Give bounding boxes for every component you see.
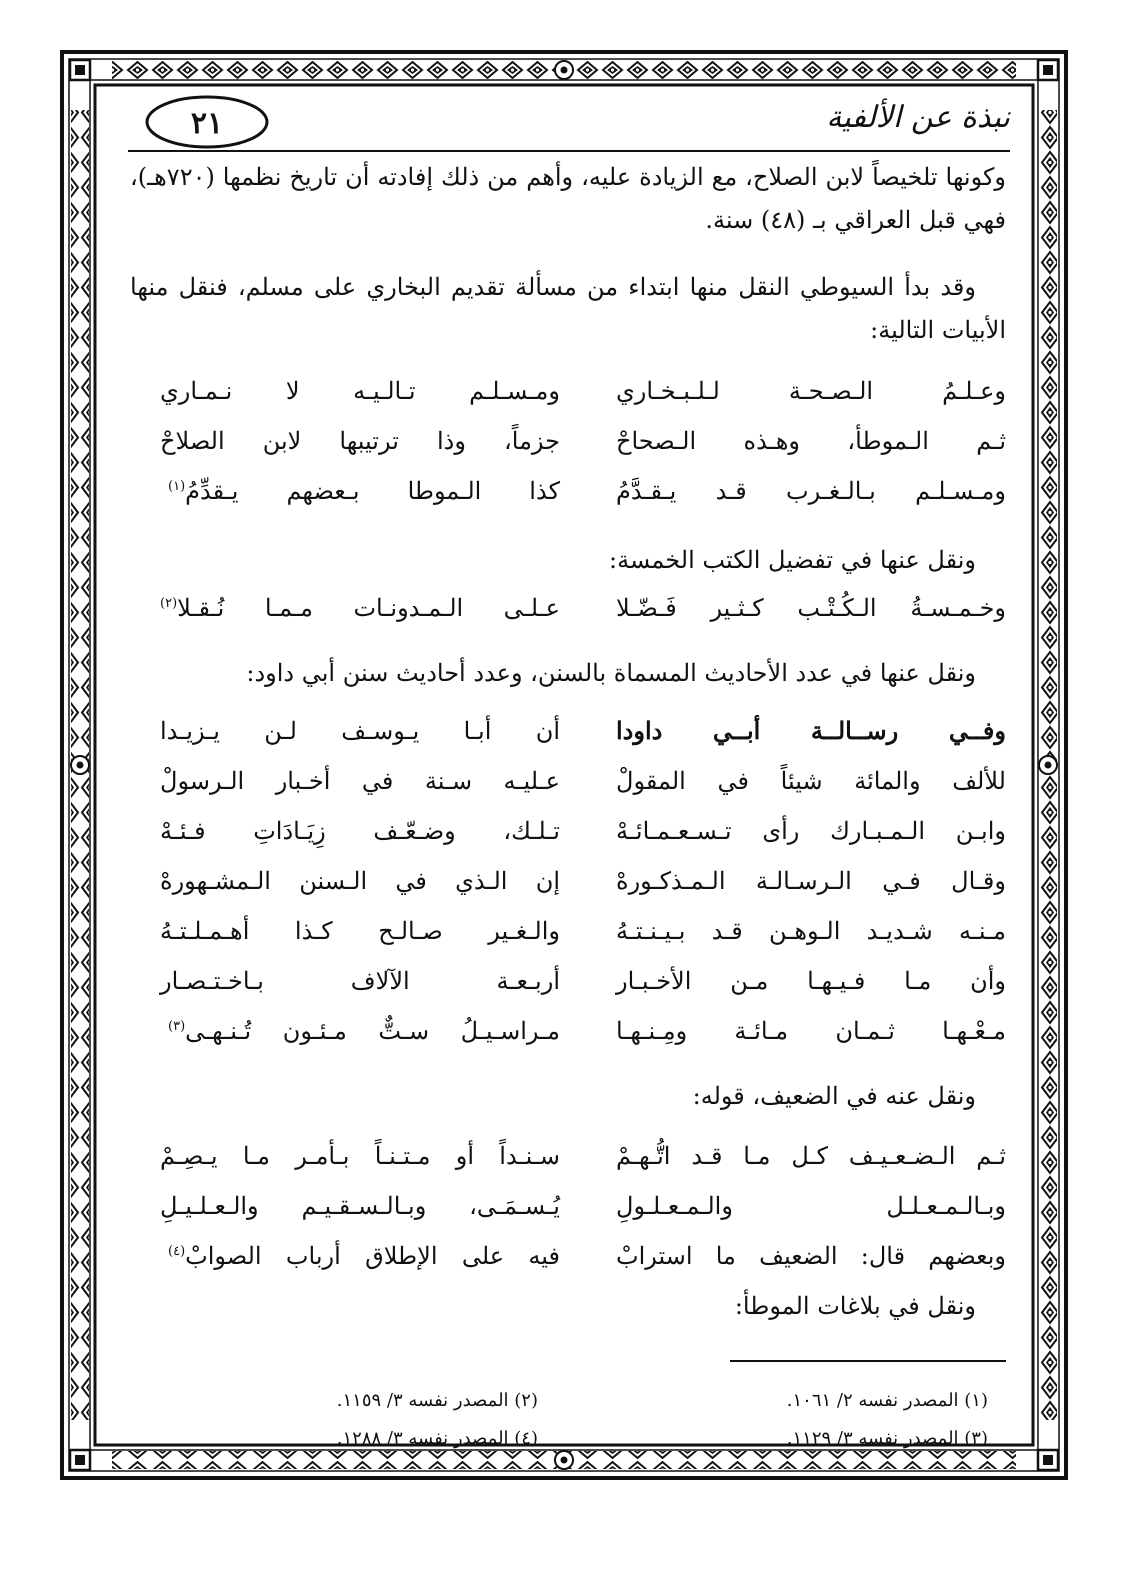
verse-first-hemistich: ثـم الـضـعـيـف كـل مـا قـد اتُّـهـمْ — [616, 1142, 1006, 1170]
verse-first-hemistich: وأن مـا فـيـهـا مـن الأخـبـار — [616, 967, 1006, 995]
verse-second-hemistich: سـنـداً أو مـتـنـاً بـأمـر مـا يـصِـمْ — [160, 1142, 560, 1170]
verse-row — [130, 416, 1006, 466]
verse-first-hemistich: وخـمـسـةُ الـكُـتْـب كـثـير فَـضّـلا — [616, 594, 1006, 622]
verse-second-hemistich: عـليـه سـنة في أخـبار الـرسولْ — [160, 767, 560, 795]
verse-first-hemistich: ثـم الـموطأ، وهـذه الـصحاحْ — [616, 427, 1006, 455]
footnote-4: (٤) المصدر نفسه ٣/ ١٢٨٨. — [336, 1428, 538, 1449]
verse-row — [130, 466, 1006, 516]
verse-row — [130, 706, 1006, 756]
verse-row — [130, 580, 1006, 636]
verse-text: فيه على الإطلاق أرباب الصوابْ — [185, 1242, 560, 1270]
verse-first-hemistich: وبـالـمـعـلـل والـمـعـلـولِ — [616, 1192, 1006, 1220]
verse-second-hemistich: أربـعـة الآلاف بـاخـتـصـار — [160, 967, 560, 995]
footnote-marker: (١) — [168, 479, 186, 494]
verse-row — [130, 806, 1006, 856]
verse-text: عـلـى الـمـدونـات مـمـا نُـقـلا — [177, 594, 560, 622]
verse-first-hemistich: للألف والمائة شيئاً في المقولْ — [616, 767, 1006, 795]
verse-first-hemistich: وفــي رســالــة أبــي داودا — [616, 716, 1006, 745]
verse-text: كذا الـموطا بـعضهم يـقدِّمُ — [185, 477, 560, 505]
paragraph-2: وقد بدأ السيوطي النقل منها ابتداء من مسألة تقديم البخاري على مسلم، فنقل منها الأبيات التالية: — [130, 273, 1006, 344]
poem-abu-dawud — [130, 706, 1006, 1056]
poem-weak-hadith — [130, 1131, 1006, 1281]
verse-row — [130, 366, 1006, 416]
verse-first-hemistich: وابـن الـمـبـارك رأى تـسـعـمـائـهْ — [616, 817, 1006, 845]
footnote-marker: (٢) — [160, 596, 178, 611]
verse-second-hemistich: إن الـذي في الـسنن الـمشـهورهْ — [160, 867, 560, 895]
poem-five-books — [130, 580, 1006, 636]
footnote-2: (٢) المصدر نفسه ٣/ ١١٥٩. — [336, 1390, 538, 1411]
verse-row — [130, 756, 1006, 806]
verse-second-hemistich: والـغـير صـالـح كـذا أهـمـلـتـهُ — [160, 917, 560, 945]
footnote-rule — [730, 1360, 1006, 1362]
paragraph-4: ونقل عنها في عدد الأحاديث المسماة بالسنن، وعدد أحاديث سنن أبي داود: — [246, 659, 976, 687]
paragraph-1: وكونها تلخيصاً لابن الصلاح، مع الزيادة عليه، وأهم من ذلك إفادته أن تاريخ نظمها (٧٢٠هـ)، فهي قبل العراقي بـ (٤٨) سنة. — [130, 163, 1006, 234]
verse-text: مـراسـيـلُ سـتٌّ مـئـون تُـنـهـى — [185, 1017, 560, 1045]
footnote-marker: (٤) — [168, 1244, 186, 1259]
footnote-3: (٣) المصدر نفسه ٣/ ١١٢٩. — [786, 1428, 988, 1449]
verse-second-hemistich — [168, 1231, 560, 1281]
verse-first-hemistich: ومـسـلـم بـالـغـرب قـد يـقـدَّمُ — [616, 477, 1006, 505]
verse-second-hemistich — [168, 1006, 560, 1056]
header-rule — [128, 150, 1010, 152]
paragraph-3: ونقل عنها في تفضيل الكتب الخمسة: — [609, 546, 976, 574]
paragraph-6: ونقل في بلاغات الموطأ: — [734, 1292, 976, 1320]
verse-first-hemistich: وبعضهم قال: الضعيف ما استرابْ — [616, 1242, 1006, 1270]
footnote-1: (١) المصدر نفسه ٢/ ١٠٦١. — [786, 1390, 988, 1411]
verse-first-hemistich: مـنـه شـديـد الـوهـن قـد بـيـنـتـهُ — [616, 917, 1006, 945]
verse-second-hemistich — [160, 580, 560, 636]
footnote-marker: (٣) — [168, 1019, 186, 1034]
verse-second-hemistich: ومـسـلـم تـالـيـه لا نـمـاري — [160, 377, 560, 405]
verse-second-hemistich: يُـسـمَـى، وبـالـسـقـيـم والـعـلـيـلِ — [160, 1192, 560, 1220]
poem-hierarchy — [130, 366, 1006, 516]
running-title: نبذة عن الألفية — [826, 100, 1010, 135]
paragraph-5: ونقل عنه في الضعيف، قوله: — [692, 1082, 976, 1110]
verse-first-hemistich: مـعْـهـا ثـمـان مـائـة ومِـنـهـا — [616, 1017, 1006, 1045]
verse-row — [130, 1006, 1006, 1056]
verse-row — [130, 1131, 1006, 1181]
verse-first-hemistich: وعـلـمُ الـصـحـة لـلـبـخـاري — [616, 377, 1006, 405]
verse-row — [130, 1231, 1006, 1281]
verse-row — [130, 956, 1006, 1006]
verse-second-hemistich: جزماً، وذا ترتيبها لابن الصلاحْ — [160, 427, 560, 455]
verse-second-hemistich — [168, 466, 560, 516]
verse-row — [130, 906, 1006, 956]
verse-second-hemistich: أن أبـا يـوسـف لـن يـزيـدا — [160, 717, 560, 745]
verse-second-hemistich: تـلـك، وضـعّـف زِيَـادَاتِ فـئـهْ — [160, 817, 560, 845]
page-number: ٢١ — [190, 105, 224, 141]
verse-row — [130, 856, 1006, 906]
verse-row — [130, 1181, 1006, 1231]
verse-first-hemistich: وقـال فـي الـرسـالـة الـمـذكـورهْ — [616, 867, 1006, 895]
